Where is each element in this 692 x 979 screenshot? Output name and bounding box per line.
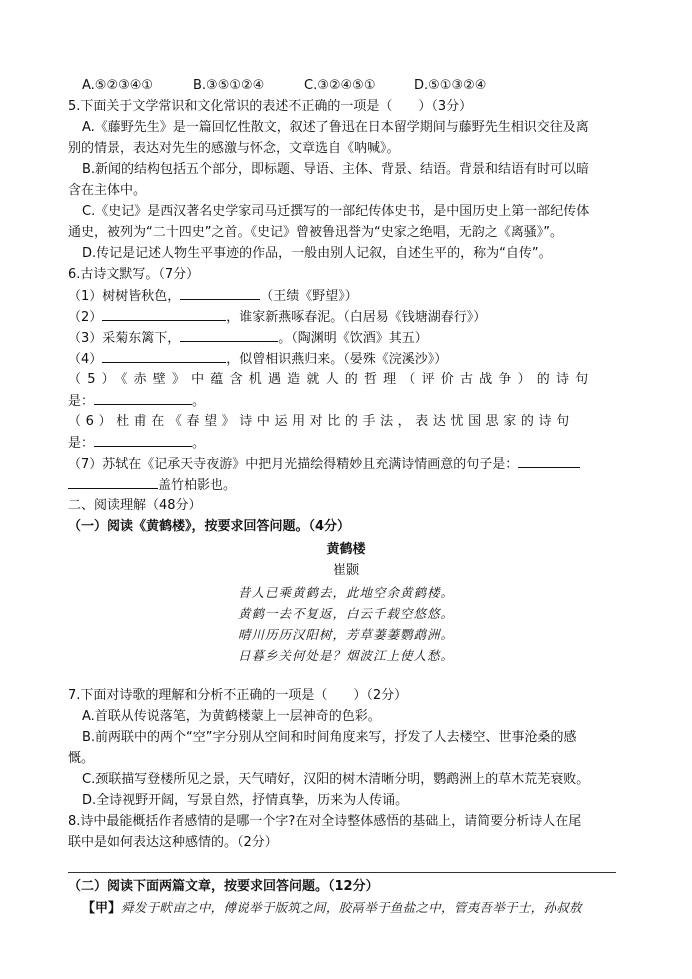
q6-item-1-text: （1）树树皆秋色，	[68, 289, 181, 304]
q4-option-a: A.⑤②③④①	[82, 78, 154, 93]
q6-item-7-line2	[68, 476, 236, 495]
answer-blank[interactable]	[94, 392, 192, 405]
q7-option-c: C.颈联描写登楼所见之景，天气晴好，汉阳的树木清晰分明，鹦鹉洲上的草木荒芜衰败。	[82, 772, 590, 787]
answer-blank[interactable]	[518, 455, 580, 468]
q5-option-a-line2: 别的情景，表达对先生的感激与怀念，文章选自《呐喊》。	[68, 141, 400, 156]
q8-stem-line1: 8.诗中最能概括作者感情的是哪一个字?在对全诗整体感悟的基础上，请简要分析诗人在尾	[68, 814, 582, 829]
q6-item-3-source: 。（陶渊明《饮酒》其五）	[278, 331, 428, 346]
q6-item-7-line1	[68, 455, 580, 474]
q5-option-c-line2: 通史，被列为“二十四史”之首。《史记》曾被鲁迅誉为“史家之绝唱，无韵之《离骚》”。	[68, 225, 563, 240]
q6-item-5-prefix: 是：	[68, 394, 95, 409]
q6-item-5-end: 。	[192, 394, 206, 409]
q6-item-6-prefix: 是：	[68, 436, 95, 451]
q6-item-2-text: ，谁家新燕啄春泥。（白居易《钱塘湖春行》）	[226, 310, 487, 325]
q6-item-7-end: 盖竹柏影也。	[158, 478, 237, 493]
q6-item-3	[68, 329, 428, 348]
q6-item-3-text: （3）采菊东篱下，	[68, 331, 181, 346]
q6-item-5-line2	[68, 392, 205, 411]
part2-heading: （二）阅读下面两篇文章，按要求回答问题。（12分）	[68, 879, 379, 894]
q6-item-2-number: （2）	[68, 310, 103, 325]
section-heading: 二、阅读理解（48分）	[68, 498, 202, 513]
poem-line: 昔人已乘黄鹤去，此地空余黄鹤楼。	[237, 585, 454, 600]
answer-blank[interactable]	[180, 329, 278, 342]
q5-option-c-line1: C.《史记》是西汉著名史学家司马迁撰写的一部纪传体史书，是中国历史上第一部纪传体	[82, 204, 590, 219]
poem-line: 日暮乡关何处是？烟波江上使人愁。	[237, 648, 454, 663]
answer-blank[interactable]	[68, 476, 158, 489]
q6-item-7-text: （7）苏轼在《记承天寺夜游》中把月光描绘得精妙且充满诗情画意的句子是：	[68, 457, 519, 472]
q6-item-4-number: （4）	[68, 352, 103, 367]
part1-heading: （一）阅读《黄鹤楼》，按要求回答问题。（4分）	[68, 519, 351, 534]
q5-option-a-line1: A.《藤野先生》是一篇回忆性散文，叙述了鲁迅在日本留学期间与藤野先生相识交往及离	[82, 120, 589, 135]
q4-option-d: D.⑤①③②④	[414, 78, 487, 93]
q8-stem-line2: 联中是如何表达这种感情的。（2分）	[68, 835, 278, 850]
answer-line[interactable]	[68, 872, 616, 873]
q6-item-2	[68, 308, 486, 327]
q5-stem: 5.下面关于文学常识和文化常识的表述不正确的一项是（ ）（3分）	[68, 99, 473, 114]
q5-option-b-line2: 含在主体中。	[68, 183, 147, 198]
poem-title: 黄鹤楼	[326, 542, 366, 557]
q5-option-b-line1: B.新闻的结构包括五个部分，即标题、导语、主体、背景、结语。背景和结语有时可以暗	[82, 162, 590, 177]
q6-item-1	[68, 287, 358, 306]
q6-item-6-line1: （6）杜甫在《春望》诗中运用对比的手法，表达忧国思家的诗句	[68, 414, 574, 429]
answer-blank[interactable]	[180, 287, 260, 300]
passage-a-label: 【甲】	[82, 901, 122, 916]
passage-a	[82, 899, 582, 918]
q4-option-b: B.③⑤①②④	[193, 78, 265, 93]
q7-option-d: D.全诗视野开阔，写景自然，抒情真挚，历来为人传诵。	[82, 793, 409, 808]
answer-blank[interactable]	[102, 308, 226, 321]
q7-option-b-line2: 慨。	[68, 751, 95, 766]
poem-line: 黄鹤一去不复返，白云千载空悠悠。	[237, 606, 454, 621]
q4-option-c: C.③②④⑤①	[304, 78, 376, 93]
q6-stem: 6.古诗文默写。（7分）	[68, 267, 200, 282]
q7-option-b-line1: B.前两联中的两个“空”字分别从空间和时间角度来写，抒发了人去楼空、世事沧桑的感	[82, 730, 577, 745]
poem-line: 晴川历历汉阳树，芳草萋萋鹦鹉洲。	[237, 627, 454, 642]
q6-item-4	[68, 350, 447, 369]
q6-item-6-line2	[68, 434, 205, 453]
q7-stem: 7.下面对诗歌的理解和分析不正确的一项是（ ）（2分）	[68, 688, 408, 703]
q6-item-1-source: （王绩《野望》）	[260, 289, 358, 304]
q6-item-4-text: ，似曾相识燕归来。（晏殊《浣溪沙》）	[226, 352, 448, 367]
answer-blank[interactable]	[94, 434, 192, 447]
poem-author: 崔颢	[332, 563, 359, 578]
q5-option-d: D.传记是记述人物生平事迹的作品，一般由别人记叙，自述生平的，称为“自传”。	[82, 246, 552, 261]
q7-option-a: A.首联从传说落笔，为黄鹤楼蒙上一层神奇的色彩。	[82, 709, 381, 724]
passage-a-text: 舜发于畎亩之中，傅说举于版筑之间，胶鬲举于鱼盐之中，管夷吾举于士，孙叔敖	[121, 900, 582, 915]
answer-blank[interactable]	[102, 350, 226, 363]
q6-item-6-end: 。	[192, 436, 206, 451]
q6-item-5-line1: （5）《赤壁》中蕴含机遇造就人的哲理（评价古战争）的诗句	[68, 372, 595, 387]
